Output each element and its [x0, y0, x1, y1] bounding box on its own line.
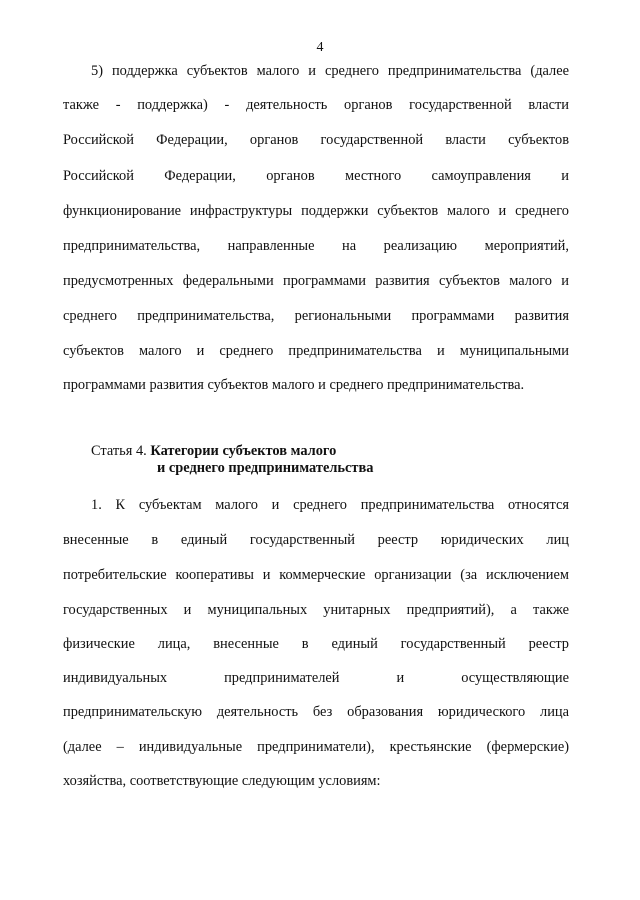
text-line: предпринимательства, направленные на реализацию мероприятий,: [63, 238, 569, 254]
text-line: предусмотренных федеральными программами развития субъектов малого и: [63, 273, 569, 289]
text-line: функционирование инфраструктуры поддержки субъектов малого и среднего: [63, 203, 569, 219]
text-line: Российской Федерации, органов местного самоуправления и: [63, 168, 569, 184]
text-line: также - поддержка) - деятельность органов государственной власти: [63, 97, 569, 113]
text-line: 1. К субъектам малого и среднего предпринимательства относятся: [91, 497, 569, 513]
text-line: предпринимательскую деятельность без образования юридического лица: [63, 704, 569, 720]
text-line: среднего предпринимательства, региональными программами развития: [63, 308, 569, 324]
article-heading-line-2: и среднего предпринимательства: [157, 460, 374, 476]
text-line: физические лица, внесенные в единый государственный реестр: [63, 636, 569, 652]
text-line: субъектов малого и среднего предпринимательства и муниципальными: [63, 343, 569, 359]
text-line: потребительские кооперативы и коммерческие организации (за исключением: [63, 567, 569, 583]
page-number: 4: [316, 40, 324, 55]
text-line: 5) поддержка субъектов малого и среднего предпринимательства (далее: [91, 63, 569, 79]
text-line: хозяйства, соответствующие следующим условиям:: [63, 773, 381, 789]
article-title: Категории субъектов малого: [150, 443, 337, 459]
text-line: индивидуальных предпринимателей и осуществляющие: [63, 670, 569, 686]
text-line: государственных и муниципальных унитарных предприятий), а также: [63, 602, 569, 618]
text-line: (далее – индивидуальные предприниматели), крестьянские (фермерские): [63, 739, 569, 755]
text-line: внесенные в единый государственный реестр юридических лиц: [63, 532, 569, 548]
text-line: Российской Федерации, органов государственной власти субъектов: [63, 132, 569, 148]
text-line: программами развития субъектов малого и среднего предпринимательства.: [63, 377, 525, 393]
article-heading-line-1: [91, 442, 336, 460]
article-number: Статья 4.: [91, 443, 147, 459]
